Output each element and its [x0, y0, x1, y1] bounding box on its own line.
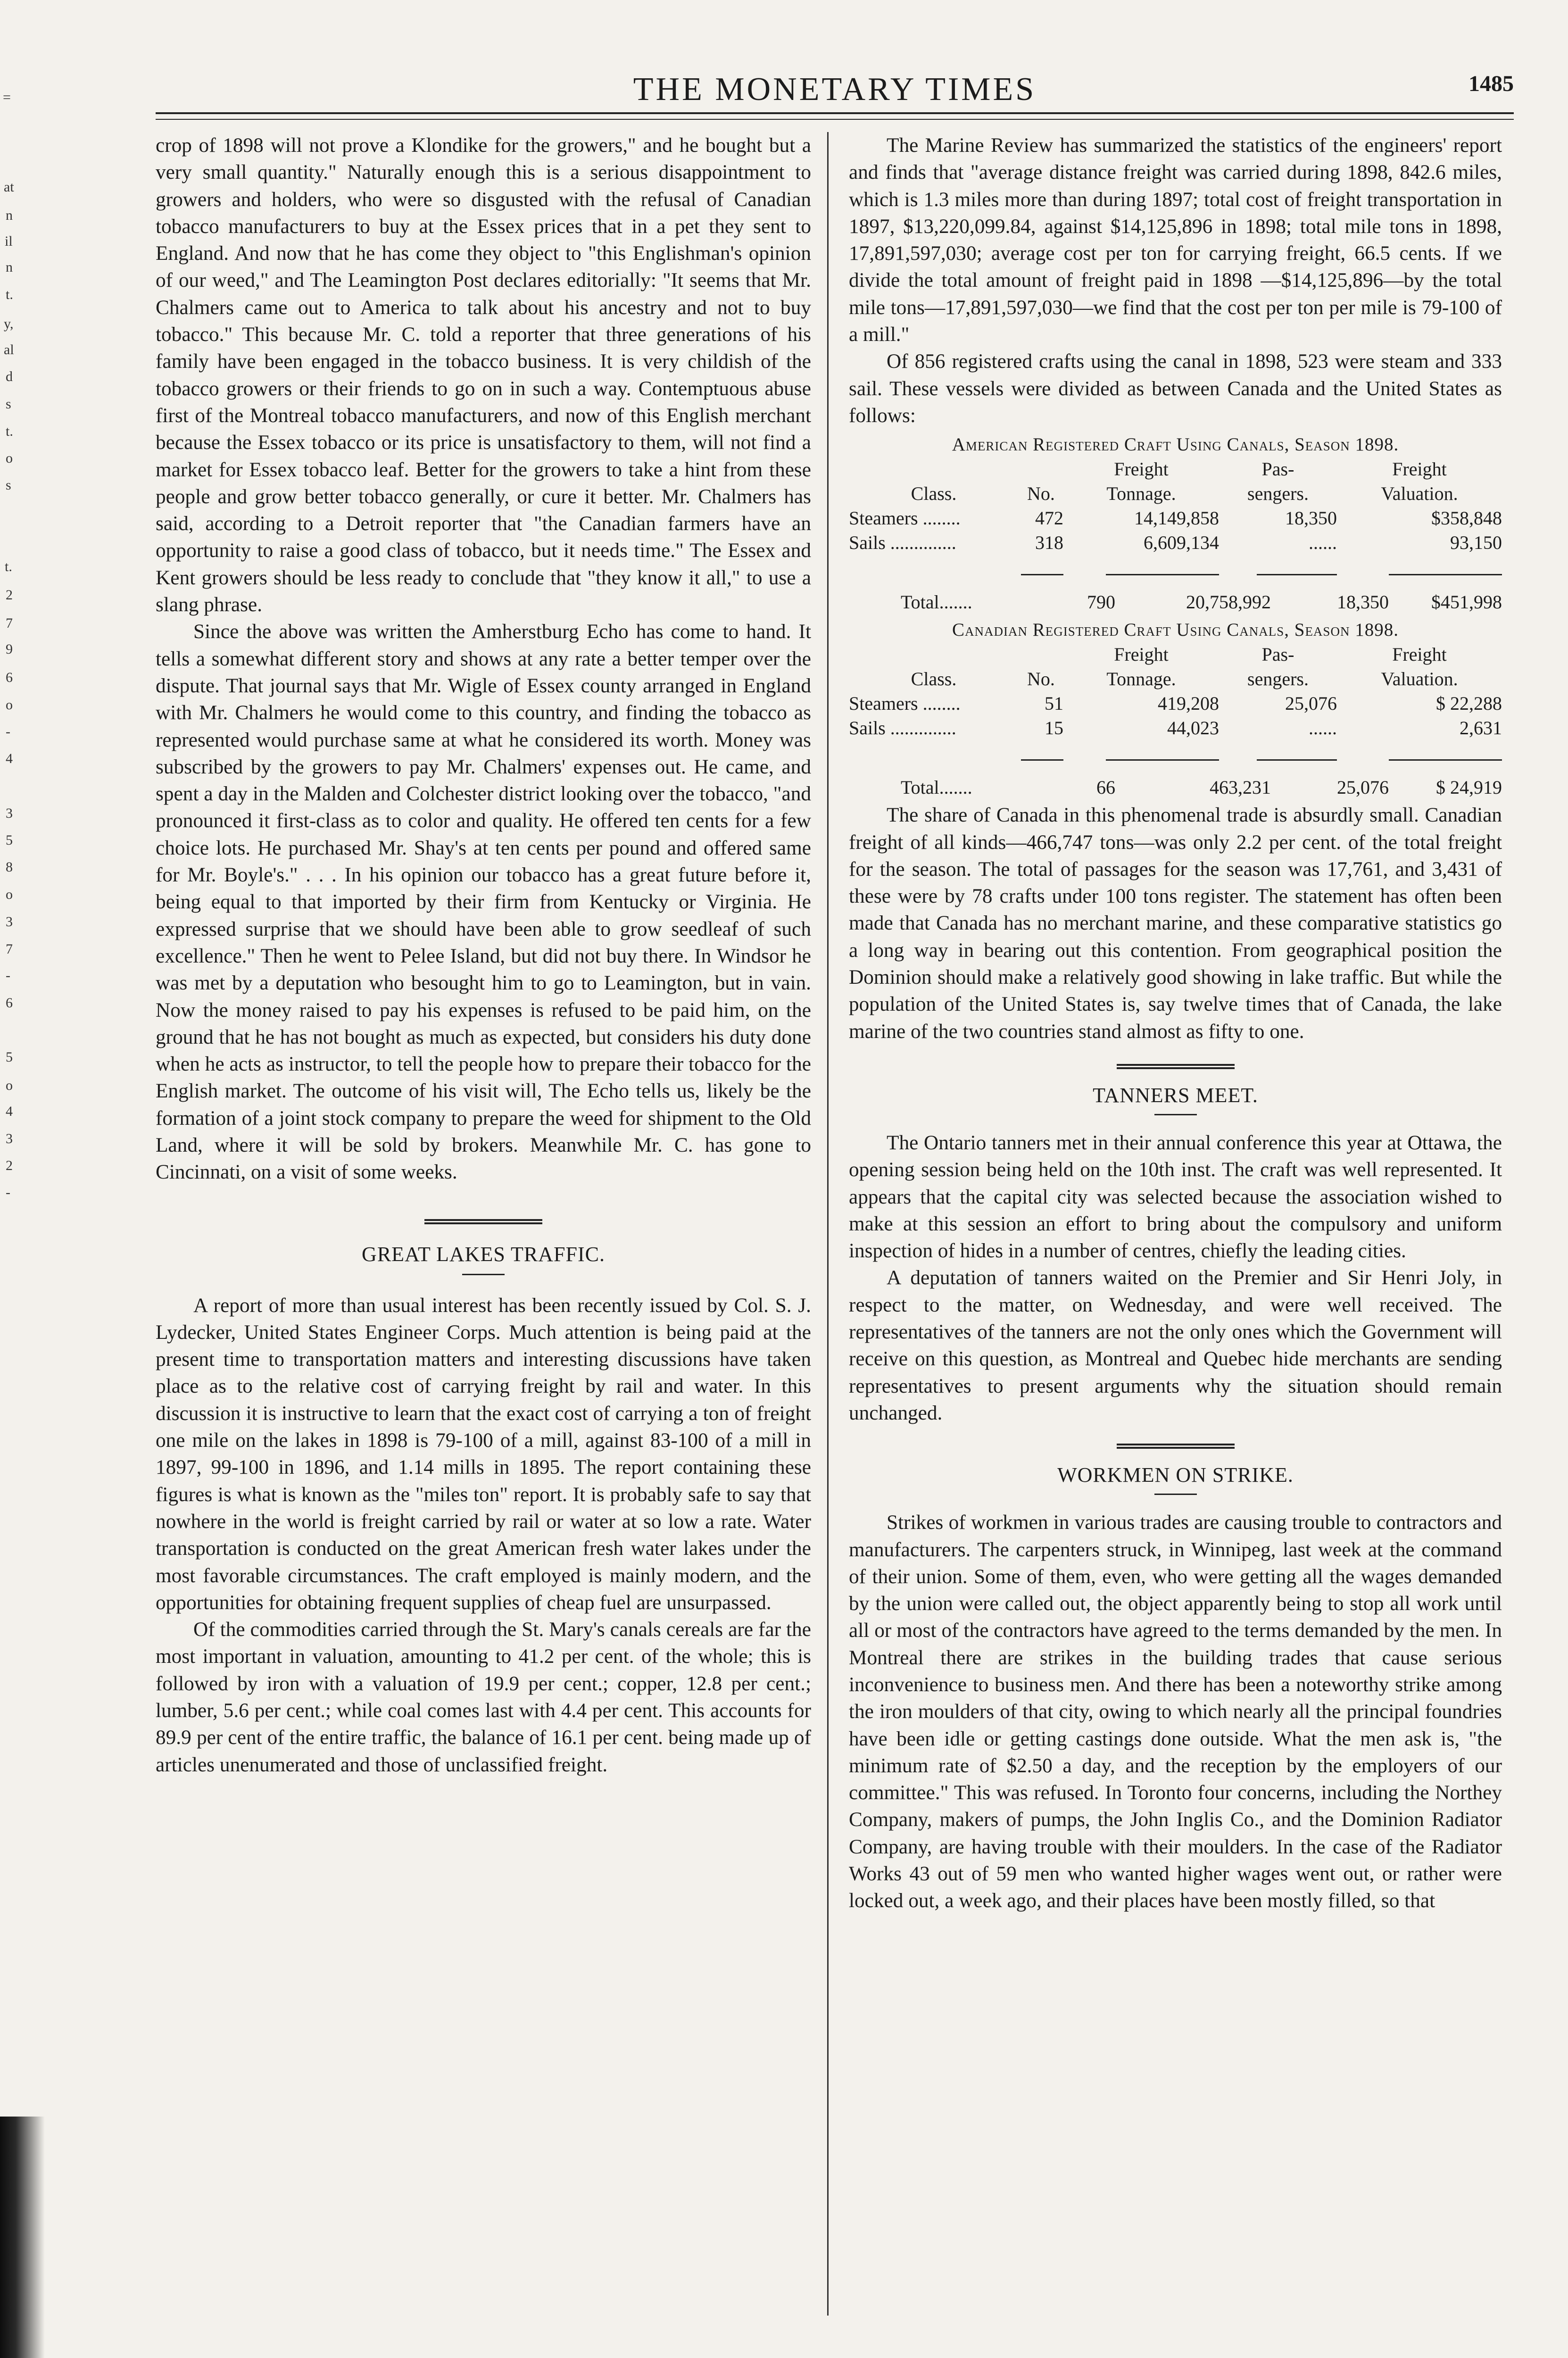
table-header-cell: Tonnage. [1106, 483, 1176, 505]
edge-fragment: t. [6, 423, 13, 439]
edge-fragment: d [6, 369, 13, 384]
article-tanners-conference: The Ontario tanners met in their annual conference this year at Ottawa, the opening session being held on the 10th inst. The craft was well represented. It appears that the capital city was selected because the association wished to make at this session an effort to bring about the compulsory and uniform inspection of hides in a number of centres, chiefly the leading cities. [849, 1131, 1502, 1262]
table-header-cell: sengers. [1247, 483, 1309, 505]
table-header-row [849, 667, 1502, 691]
table-cell: $451,998 [1431, 591, 1502, 613]
table-row [849, 691, 1502, 716]
edge-fragment: n [6, 259, 13, 275]
edge-fragment: o [6, 450, 13, 466]
edge-fragment: o [6, 887, 13, 902]
table-cell: Total....... [901, 777, 972, 798]
table-cell: 93,150 [1450, 532, 1502, 554]
table-row [849, 531, 1502, 555]
table-canadian-total [849, 761, 1502, 800]
edge-fragment: il [5, 233, 13, 249]
table-header-cell [849, 642, 1019, 667]
edge-fragment: = [3, 90, 11, 105]
table-total-row [849, 761, 1502, 800]
right-column [849, 132, 1502, 1915]
table-header-cell: No. [1027, 483, 1055, 505]
table-cell: $ 24,919 [1436, 777, 1502, 798]
table-cell: 15 [1045, 717, 1063, 739]
edge-fragment: y, [4, 316, 14, 332]
table-cell: 25,076 [1285, 693, 1337, 714]
edge-fragment: 2 [6, 587, 13, 603]
table-canadian [849, 642, 1502, 740]
table-cell: ...... [1309, 717, 1337, 739]
table-cell: 18,350 [1337, 591, 1389, 613]
edge-fragment: o [6, 1078, 13, 1093]
table-header-cell [1019, 642, 1063, 667]
table-cell: Steamers ........ [849, 693, 961, 714]
edge-fragment: 7 [6, 941, 13, 957]
table-cell: $358,848 [1431, 507, 1502, 529]
edge-fragment: 9 [6, 641, 13, 657]
table-header-cell: Freight [1114, 458, 1169, 480]
table-cell: Sails .............. [849, 532, 956, 554]
table-american-title: American Registered Craft Using Canals, Season 1898. [952, 434, 1399, 455]
table-header-cell: Valuation. [1381, 668, 1458, 690]
article-marine-review: The Marine Review has summarized the statistics of the engineers' report and finds that "average distance freight was carried during 1898, 842.6 miles, which is 1.3 miles more than during 1897; total cost of freight transportation in 1897, $13,220,099.84, against $14,125,896 in 1898; total mile tons in 1898, 17,891,597,030; average cost per ton for carrying freight, 66.5 cents. If we divide the total amount of freight paid in 1898 —$14,125,896—by the total mile tons—17,891,597,030—we find that the cost per ton per mile is 79-100 of a mill." [849, 134, 1502, 346]
edge-fragment: - [6, 724, 10, 739]
article-tobacco-echo: Since the above was written the Amherstburg Echo has come to hand. It tells a somewhat different story and shows at any rate a better temper over the dispute. That journal says that Mr. Wigle of Essex county arranged in England with Mr. Chalmers he would come to this country, and finding the tobacco as represented would purchase same at what he considered its worth. Money was subscribed by the growers to pay Mr. Chalmers' expenses out. He came, and spent a day in the Malden and Colchester district looking over the tobacco, "and pronounced it first-class as to color and quality. He offered ten cents for a few choice lots. He purchased Mr. Shay's at ten cents per pound and offered same for Mr. Boyle's." . . . In his opinion our tobacco has a great future before it, being equal to that imported by their firm from Kentucky or Virginia. He expressed surprise that we should have been able to grow seedleaf of such excellence." Then he went to Pelee Island, but did not buy there. In Windsor he was met by a deputation who besought him to go to Leamington, but in vain. Now the money raised to pay his expenses is refused to be paid him, on the ground that he has not bought as much as expected, but considers his duty done when he acts as instructor, to tell the people how to prepare their tobacco for the English market. The outcome of his visit will, The Echo tells us, likely be the formation of a joint stock company to prepare the weed for shipment to the Old Land, where it will be sold by brokers. Meanwhile Mr. C. has gone to Cincinnati, on a visit of some weeks. [156, 620, 811, 1184]
page-header [156, 57, 1514, 113]
table-cell: 25,076 [1337, 777, 1389, 798]
table-header-cell: Pas- [1261, 458, 1294, 480]
table-cell: 44,023 [1167, 717, 1219, 739]
table-header-cell: Valuation. [1381, 483, 1458, 505]
table-cell: 6,609,134 [1144, 532, 1219, 554]
table-cell: 463,231 [1210, 777, 1271, 798]
page-number: 1485 [1468, 71, 1514, 96]
table-header-cell [1019, 457, 1063, 482]
edge-fragment: al [4, 342, 14, 357]
table-header-cell: Class. [911, 668, 957, 690]
edge-fragment: 3 [6, 914, 13, 930]
table-cell: 66 [1096, 777, 1115, 798]
column-divider [827, 132, 829, 2316]
table-header-cell: Freight [1114, 644, 1169, 665]
table-header-row [849, 457, 1502, 482]
edge-fragment: - [6, 968, 10, 983]
table-header-cell: Pas- [1261, 644, 1294, 665]
table-header-cell: Tonnage. [1106, 668, 1176, 690]
article-tobacco-continued: crop of 1898 will not prove a Klondike for the growers," and he bought but a very small quantity." Naturally enough this is a serious disappointment to growers and holders, who were so disgusted with the refusal of Canadian tobacco manufacturers to buy at the Essex prices that in a pet they sent to England. And now that he has come they object to "this Englishman's opinion of our weed," and The Leamington Post declares editorially: "It seems that Mr. Chalmers came out to America to talk about his ancestry and not to buy tobacco." This because Mr. C. told a reporter that three generations of his family have been engaged in the tobacco business. It is very childish of the tobacco growers or their friends to go on in such a way. Contemptuous abuse first of the Montreal tobacco manufacturers, and now of this English merchant because the Essex tobacco or its price is unsatisfactory to them, will not find a market for Essex tobacco leaf. Better for the growers to take a hint from these people and grow better tobacco generally, or cure it better. Mr. Chalmers has said, according to a Detroit reporter that "the Canadian farmers have an opportunity to raise a good class of tobacco, but it needs time." The Essex and Kent growers should be less ready to conclude that "they know it all," to use a slang phrase. [156, 134, 811, 616]
edge-fragment: 3 [6, 1131, 13, 1146]
edge-fragment: 4 [6, 751, 13, 766]
edge-fragment: 6 [6, 995, 13, 1011]
heading-workmen-on-strike: WORKMEN ON STRIKE. [1057, 1463, 1294, 1487]
edge-fragment: 5 [6, 832, 13, 848]
table-header-cell: sengers. [1247, 668, 1309, 690]
table-row [849, 506, 1502, 531]
table-cell: Steamers ........ [849, 507, 961, 529]
masthead-title: THE MONETARY TIMES [633, 71, 1037, 108]
article-canada-share: The share of Canada in this phenomenal trade is absurdly small. Canadian freight of all kinds—466,747 tons—was only 2.2 per cent. of the total freight for the season. The total of passages for the season was 17,761, and 3,431 of these were by 78 crafts under 100 tons register. The statement has often been made that Canada has no merchant marine, and these comparative statistics go a long way in bearing out this contention. From geographical position the Dominion should make a relatively good showing in lake traffic. But while the population of the United States is, say twelve times that of Canada, the lake marine of the two countries stand almost as fifty to one. [849, 804, 1502, 1043]
table-cell: 419,208 [1158, 693, 1219, 714]
article-tanners-deputation: A deputation of tanners waited on the Premier and Sir Henri Joly, in respect to the matter, on Wednesday, and were well received. The representatives of the tanners are not the only ones which the Government will receive on this question, as Montreal and Quebec hide merchants are sending representatives to present arguments why the situation should remain unchanged. [849, 1266, 1502, 1424]
table-cell: Sails .............. [849, 717, 956, 739]
table-cell: Total....... [901, 591, 972, 613]
table-cell: 14,149,858 [1134, 507, 1219, 529]
edge-fragment: t. [5, 559, 12, 574]
table-cell: 2,631 [1460, 717, 1502, 739]
table-sum-rule [849, 574, 1502, 576]
edge-fragment: t. [6, 287, 13, 302]
heading-great-lakes-traffic: GREAT LAKES TRAFFIC. [362, 1242, 605, 1266]
table-cell: $ 22,288 [1436, 693, 1502, 714]
table-cell: 318 [1035, 532, 1063, 554]
article-lakes-report: A report of more than usual interest has been recently issued by Col. S. J. Lydecker, United States Engineer Corps. Much attention is being paid at the present time to transportation matters and interesting discussions have taken place as to the relative cost of carrying freight by rail and water. In this discussion it is instructive to learn that the exact cost of carrying a ton of freight one mile on the lakes in 1898 is 79-100 of a mill, against 83-100 of a mill in 1897, 99-100 in 1896, and 1.14 mills in 1895. The report containing these figures is what is known as the "miles ton" report. It is probably safe to say that nowhere in the world is freight carried by rail or water at so low a rate. Water transportation is conducted on the great American fresh water lakes under the most favorable circumstances. The craft employed is mainly modern, and the opportunities for obtaining frequent supplies of cheap fuel are unsurpassed. [156, 1294, 811, 1614]
edge-fragment: o [6, 697, 13, 713]
table-header-cell: Class. [911, 483, 957, 505]
table-total-row [849, 576, 1502, 614]
binding-shadow [0, 2117, 45, 2358]
table-cell: 51 [1045, 693, 1063, 714]
edge-fragment: - [6, 1185, 10, 1200]
table-header-row [849, 642, 1502, 667]
table-cell: 20,758,992 [1186, 591, 1271, 613]
left-column [156, 132, 811, 1778]
table-sum-rule [849, 759, 1502, 761]
facing-page-edge [0, 0, 33, 2358]
edge-fragment: s [6, 396, 11, 412]
table-american [849, 457, 1502, 555]
table-header-cell: Freight [1392, 644, 1447, 665]
edge-fragment: 2 [6, 1158, 13, 1173]
table-canadian-title: Canadian Registered Craft Using Canals, Season 1898. [952, 620, 1399, 640]
table-row [849, 716, 1502, 740]
table-header-cell [849, 457, 1019, 482]
edge-fragment: 5 [6, 1049, 13, 1065]
edge-fragment: 6 [6, 670, 13, 685]
table-cell: ...... [1309, 532, 1337, 554]
heading-tanners-meet: TANNERS MEET. [1093, 1083, 1258, 1107]
table-cell: 18,350 [1285, 507, 1337, 529]
edge-fragment: 4 [6, 1104, 13, 1119]
table-header-cell: No. [1027, 668, 1055, 690]
table-american-total [849, 576, 1502, 614]
article-registered-crafts: Of 856 registered crafts using the canal in 1898, 523 were steam and 333 sail. These vessels were divided as between Canada and the United States as follows: [849, 350, 1502, 427]
edge-fragment: at [4, 179, 14, 195]
header-rule [156, 112, 1514, 114]
header-rule-thin [156, 119, 1514, 120]
table-header-cell: Freight [1392, 458, 1447, 480]
edge-fragment: 7 [6, 615, 13, 631]
table-header-row [849, 482, 1502, 506]
edge-fragment: 8 [6, 859, 13, 875]
edge-fragment: 3 [6, 805, 13, 821]
edge-fragment: n [6, 208, 13, 223]
table-cell: 472 [1035, 507, 1063, 529]
article-lakes-commodities: Of the commodities carried through the St. Mary's canals cereals are far the most important in valuation, amounting to 41.2 per cent. of the whole; this is followed by iron with a valuation of 19.9 per cent.; copper, 12.8 per cent.; lumber, 5.6 per cent.; while coal comes last with 4.4 per cent. This accounts for 89.9 per cent of the entire traffic, the balance of 16.1 per cent. being made up of articles unenumerated and those of unclassified freight. [156, 1618, 811, 1776]
table-cell: 790 [1087, 591, 1115, 613]
edge-fragment: s [6, 477, 11, 493]
article-strikes: Strikes of workmen in various trades are causing trouble to contractors and manufacturers. The carpenters struck, in Winnipeg, last week at the command of their union. Some of them, even, who were getting all the wages demanded by the union were called out, the object apparently being to stop all work until all or most of the contractors have agreed to the terms demanded by the men. In Montreal there are strikes in the building trades that cause serious inconvenience to business men. And there has been a noteworthy strike among the iron moulders of that city, owing to which nearly all the principal foundries have been idle or getting castings done outside. What the men ask is, "the minimum rate of $2.50 a day, and the reception by the employers of our committee." This was refused. In Toronto four concerns, including the Northey Company, makers of pumps, the John Inglis Co., and the Dominion Radiator Company, are having trouble with their moulders. In the case of the Radiator Works 43 out of 59 men who wanted higher wages went out, or rather were locked out, a week ago, and their places have been mostly filled, so that [849, 1511, 1502, 1912]
